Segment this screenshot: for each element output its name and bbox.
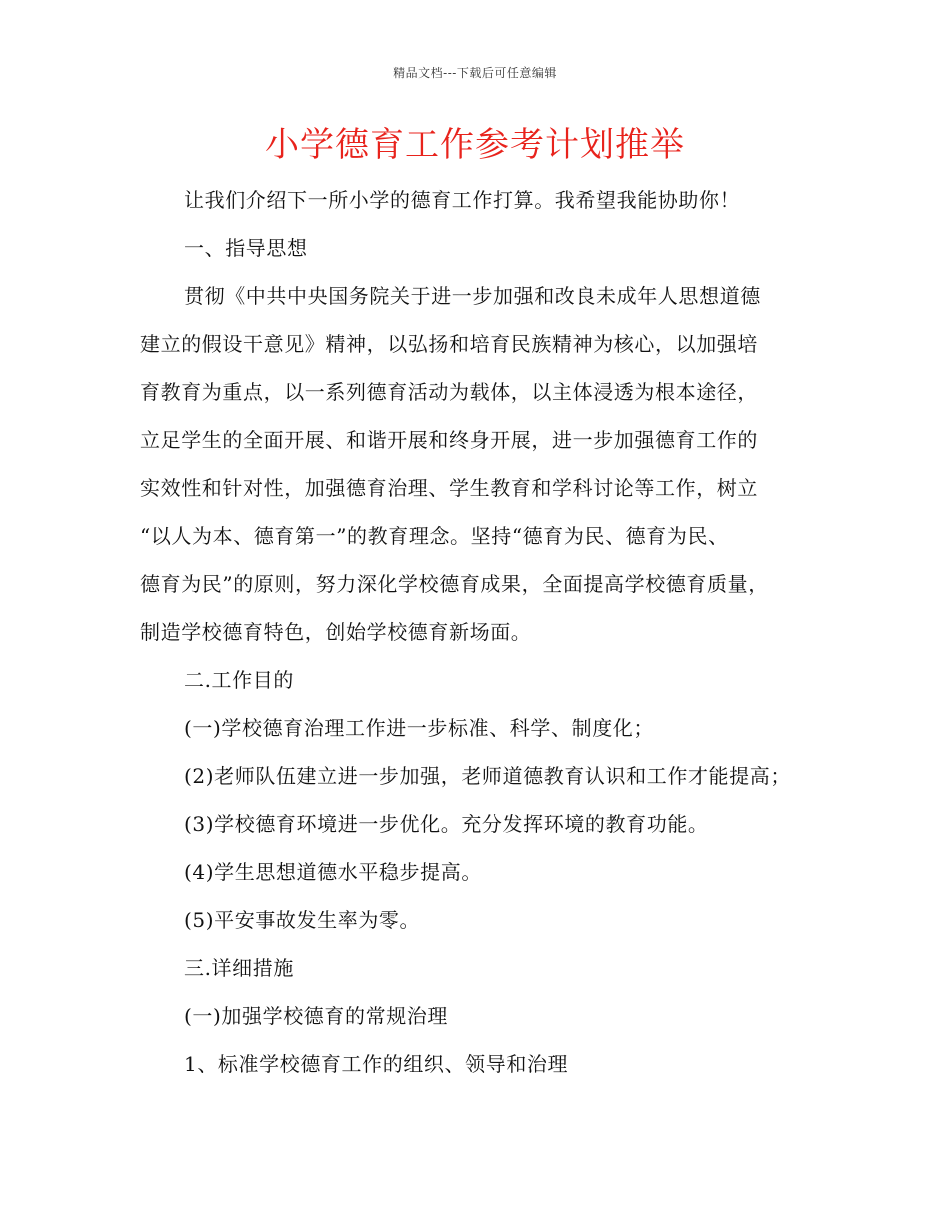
paragraph-line: 立足学生的全面开展、和谐开展和终身开展，进一步加强德育工作的	[140, 428, 758, 452]
paragraph-line: 贯彻《中共中央国务院关于进一步加强和改良未成年人思想道德	[184, 284, 761, 308]
intro-paragraph: 让我们介绍下一所小学的德育工作打算。我希望我能协助你！	[184, 188, 741, 212]
list-item: (2)老师队伍建立进一步加强，老师道德教育认识和工作才能提高；	[184, 764, 791, 788]
paragraph-line: 实效性和针对性，加强德育治理、学生教育和学科讨论等工作，树立	[140, 476, 758, 500]
paragraph-line: 建立的假设干意见》精神，以弘扬和培育民族精神为核心，以加强培	[140, 332, 758, 356]
paragraph-line: “以人为本、德育第一”的教育理念。坚持“德育为民、德育为民、	[140, 524, 729, 548]
paragraph-line: 制造学校德育特色，创始学校德育新场面。	[140, 620, 532, 644]
document-title: 小学德育工作参考计划推举	[265, 125, 685, 165]
section-heading-detailed-measures: 三.详细措施	[184, 956, 294, 980]
list-item: (3)学校德育环境进一步优化。充分发挥环境的教育功能。	[184, 812, 709, 836]
paragraph-line: 德育为民”的原则，努力深化学校德育成果，全面提高学校德育质量，	[140, 572, 769, 596]
document-body	[140, 176, 830, 1088]
section-heading-guiding-ideology: 一、指导思想	[184, 236, 308, 260]
list-item: (4)学生思想道德水平稳步提高。	[184, 860, 482, 884]
section-heading-work-goals: 二.工作目的	[184, 668, 294, 692]
page-header-note: 精品文档---下载后可任意编辑	[393, 66, 557, 80]
subsection-heading: (一)加强学校德育的常规治理	[184, 1004, 449, 1028]
list-item: (5)平安事故发生率为零。	[184, 908, 421, 932]
list-item: 1、标准学校德育工作的组织、领导和治理	[184, 1052, 569, 1076]
list-item: (一)学校德育治理工作进一步标准、科学、制度化；	[184, 716, 655, 740]
paragraph-line: 育教育为重点，以一系列德育活动为载体，以主体浸透为根本途径，	[140, 380, 758, 404]
